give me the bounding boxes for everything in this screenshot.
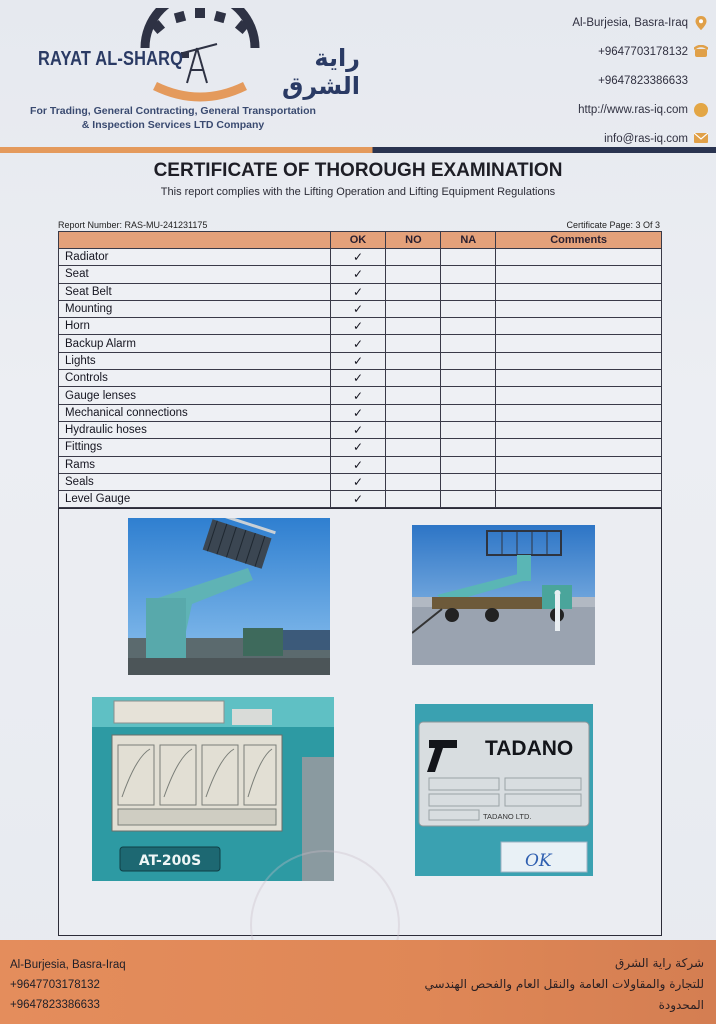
- table-row: [59, 249, 662, 266]
- row-no-mark: [386, 491, 441, 508]
- tadano-brand-text: TADANO: [485, 737, 574, 760]
- table-row: [59, 439, 662, 456]
- row-na-mark: [441, 335, 496, 352]
- header-comments: Comments: [496, 232, 662, 249]
- row-ok-mark: ✓: [330, 387, 386, 404]
- company-tagline: For Trading, General Contracting, General Transportation & Inspection Services LTD Company: [30, 105, 316, 131]
- row-na-mark: [441, 473, 496, 490]
- row-ok-mark: ✓: [330, 473, 386, 490]
- row-no-mark: [386, 421, 441, 438]
- table-header-row: [59, 232, 662, 249]
- row-item-label: Mounting: [59, 300, 331, 317]
- row-ok-mark: ✓: [330, 249, 386, 266]
- table-row: [59, 283, 662, 300]
- row-comments: [496, 300, 662, 317]
- table-row: [59, 491, 662, 508]
- contact-email: info@ras-iq.com: [508, 124, 708, 153]
- row-comments: [496, 473, 662, 490]
- table-row: [59, 266, 662, 283]
- phone-icon: [694, 45, 708, 59]
- header-no: NO: [386, 232, 441, 249]
- row-ok-mark: ✓: [330, 491, 386, 508]
- row-item-label: Controls: [59, 370, 331, 387]
- row-item-label: Radiator: [59, 249, 331, 266]
- header-divider: [0, 147, 716, 153]
- table-row: [59, 318, 662, 335]
- photo-boom-platform: [128, 518, 330, 675]
- row-na-mark: [441, 249, 496, 266]
- row-item-label: Lights: [59, 352, 331, 369]
- row-comments: [496, 335, 662, 352]
- row-item-label: Seat: [59, 266, 331, 283]
- table-row: [59, 387, 662, 404]
- ok-tag-text: OK: [525, 851, 552, 871]
- contact-address: Al-Burjesia, Basra-Iraq: [508, 8, 708, 37]
- contact-phone-1: +9647703178132: [508, 37, 708, 66]
- row-no-mark: [386, 266, 441, 283]
- row-item-label: Fittings: [59, 439, 331, 456]
- row-na-mark: [441, 421, 496, 438]
- brand-name-english: RAYAT AL-SHARQ: [38, 48, 184, 70]
- row-item-label: Level Gauge: [59, 491, 331, 508]
- row-comments: [496, 439, 662, 456]
- tadano-ltd-text: TADANO LTD.: [483, 812, 532, 821]
- photo-manufacturer-plate: [415, 704, 593, 876]
- row-ok-mark: ✓: [330, 283, 386, 300]
- row-na-mark: [441, 456, 496, 473]
- row-na-mark: [441, 266, 496, 283]
- row-na-mark: [441, 352, 496, 369]
- globe-icon: [694, 103, 708, 117]
- row-item-label: Horn: [59, 318, 331, 335]
- row-ok-mark: ✓: [330, 370, 386, 387]
- row-item-label: Seals: [59, 473, 331, 490]
- footer-phone-2: +9647823386633: [10, 999, 100, 1011]
- photo-truck-side-view: [412, 525, 595, 665]
- table-row: [59, 456, 662, 473]
- row-no-mark: [386, 249, 441, 266]
- header-item: [59, 232, 331, 249]
- row-ok-mark: ✓: [330, 266, 386, 283]
- row-item-label: Gauge lenses: [59, 387, 331, 404]
- footer-contact: [10, 955, 126, 1015]
- row-item-label: Backup Alarm: [59, 335, 331, 352]
- row-no-mark: [386, 456, 441, 473]
- row-item-label: Rams: [59, 456, 331, 473]
- row-comments: [496, 491, 662, 508]
- row-comments: [496, 456, 662, 473]
- plate-model-text: AT-200S: [138, 853, 202, 869]
- row-comments: [496, 370, 662, 387]
- row-ok-mark: ✓: [330, 300, 386, 317]
- row-comments: [496, 352, 662, 369]
- row-na-mark: [441, 300, 496, 317]
- footer-phone-1: +9647703178132: [10, 979, 100, 991]
- row-no-mark: [386, 300, 441, 317]
- row-comments: [496, 404, 662, 421]
- row-ok-mark: ✓: [330, 335, 386, 352]
- row-na-mark: [441, 370, 496, 387]
- row-ok-mark: ✓: [330, 404, 386, 421]
- header-na: NA: [441, 232, 496, 249]
- row-ok-mark: ✓: [330, 318, 386, 335]
- table-row: [59, 352, 662, 369]
- table-row: [59, 335, 662, 352]
- inspection-checklist-table: [58, 231, 662, 508]
- row-ok-mark: ✓: [330, 439, 386, 456]
- contact-website: http://www.ras-iq.com: [508, 95, 708, 124]
- row-item-label: Mechanical connections: [59, 404, 331, 421]
- row-comments: [496, 249, 662, 266]
- document-subtitle: This report complies with the Lifting Operation and Lifting Equipment Regulations: [160, 186, 556, 198]
- row-comments: [496, 283, 662, 300]
- contact-block: [508, 8, 708, 153]
- table-row: [59, 473, 662, 490]
- table-row: [59, 404, 662, 421]
- row-na-mark: [441, 318, 496, 335]
- header-ok: OK: [330, 232, 386, 249]
- footer-band: [0, 940, 716, 1024]
- row-no-mark: [386, 352, 441, 369]
- row-no-mark: [386, 283, 441, 300]
- row-comments: [496, 387, 662, 404]
- row-no-mark: [386, 473, 441, 490]
- row-na-mark: [441, 387, 496, 404]
- table-row: [59, 421, 662, 438]
- location-pin-icon: [694, 16, 708, 30]
- row-comments: [496, 266, 662, 283]
- row-no-mark: [386, 404, 441, 421]
- row-na-mark: [441, 491, 496, 508]
- photo-load-chart-plate: [92, 697, 334, 881]
- brand-name-arabic: راية الشرق: [281, 44, 360, 100]
- mail-icon: [694, 132, 708, 146]
- report-number: Report Number: RAS-MU-241231175: [58, 220, 208, 230]
- row-na-mark: [441, 439, 496, 456]
- row-comments: [496, 318, 662, 335]
- document-title: CERTIFICATE OF THOROUGH EXAMINATION: [153, 160, 563, 181]
- row-comments: [496, 421, 662, 438]
- row-item-label: Seat Belt: [59, 283, 331, 300]
- row-no-mark: [386, 335, 441, 352]
- row-no-mark: [386, 318, 441, 335]
- certificate-page-number: Certificate Page: 3 Of 3: [566, 220, 660, 230]
- footer-arabic-company-name: شركة راية الشرق للتجارة والمقاولات العامة والنقل العام والفحص الهندسي المحدودة: [424, 956, 704, 1012]
- footer-address: Al-Burjesia, Basra-Iraq: [10, 959, 126, 971]
- table-row: [59, 370, 662, 387]
- row-na-mark: [441, 283, 496, 300]
- row-no-mark: [386, 387, 441, 404]
- row-no-mark: [386, 370, 441, 387]
- row-ok-mark: ✓: [330, 421, 386, 438]
- row-ok-mark: ✓: [330, 456, 386, 473]
- row-na-mark: [441, 404, 496, 421]
- row-item-label: Hydraulic hoses: [59, 421, 331, 438]
- row-ok-mark: ✓: [330, 352, 386, 369]
- table-row: [59, 300, 662, 317]
- table-body: [59, 249, 662, 508]
- row-no-mark: [386, 439, 441, 456]
- company-logo: [30, 8, 360, 118]
- contact-phone-2: +9647823386633: [598, 74, 688, 87]
